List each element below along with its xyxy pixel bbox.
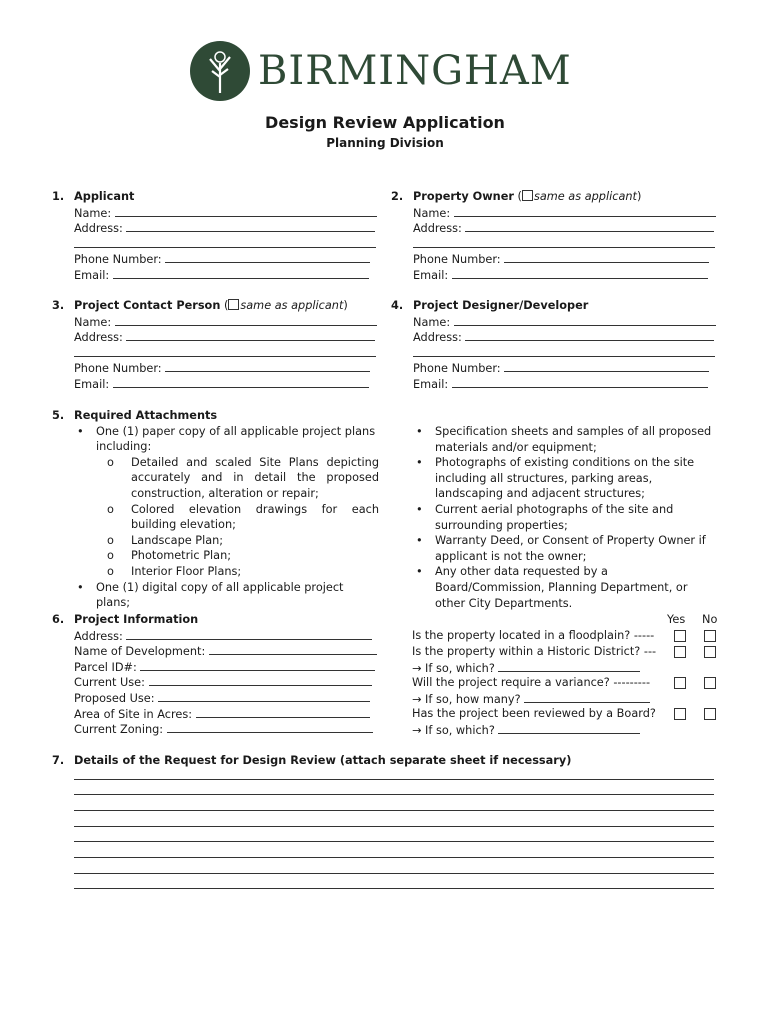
question-text: Is the property within a Historic District? ---	[412, 645, 657, 658]
section-heading: Property Owner	[413, 190, 514, 203]
project-info-section	[52, 612, 379, 737]
floodplain-question-row	[412, 628, 722, 644]
name-label: Name:	[74, 315, 112, 329]
tree-emblem-icon	[190, 41, 250, 101]
paren-close: )	[636, 190, 642, 203]
applicant-address-line2-field[interactable]	[74, 236, 376, 248]
list-item-text: One (1) paper copy of all applicable project plans including:	[96, 424, 376, 454]
owner-address-field[interactable]	[465, 220, 714, 232]
site-area-label: Area of Site in Acres:	[74, 707, 193, 721]
owner-name-field[interactable]	[454, 205, 716, 217]
parcel-id-field[interactable]	[140, 659, 375, 671]
current-use-label: Current Use:	[74, 676, 145, 690]
list-item	[74, 424, 379, 580]
list-item: • Warranty Deed, or Consent of Property Owner if applicant is not the owner;	[413, 533, 718, 564]
variance-how-many-row	[412, 691, 722, 707]
question-text: Is the property located in a floodplain? -----	[412, 629, 655, 642]
contact-email-field[interactable]	[113, 376, 369, 388]
details-line-1[interactable]	[74, 779, 714, 780]
no-column-header: No	[702, 613, 718, 626]
details-line-8[interactable]	[74, 888, 714, 889]
board-review-which-row	[412, 722, 722, 738]
owner-email-field[interactable]	[452, 267, 708, 279]
current-use-field[interactable]	[149, 674, 372, 686]
current-zoning-label: Current Zoning:	[74, 723, 164, 737]
section-heading: Project Designer/Developer	[413, 299, 589, 312]
owner-phone-field[interactable]	[504, 251, 709, 263]
same-as-applicant-label: same as applicant	[240, 299, 344, 312]
board-which-field[interactable]	[498, 722, 640, 734]
paren-close: )	[343, 299, 348, 312]
list-item: • Photographs of existing conditions on the site including all structures, parking areas, landscaping and adjacent structures;	[413, 455, 718, 502]
attachments-left-list	[74, 424, 379, 611]
property-owner-section	[391, 189, 718, 283]
section-number: 3.	[52, 299, 65, 312]
owner-address-line2-field[interactable]	[413, 236, 715, 248]
phone-label: Phone Number:	[413, 362, 501, 376]
page-title: Design Review Application	[265, 113, 505, 132]
sub-list	[74, 455, 379, 580]
page-subtitle: Planning Division	[326, 136, 444, 150]
section-number: 5.	[52, 409, 65, 422]
logo-text: BIRMINGHAM	[258, 48, 572, 94]
list-item: • Specification sheets and samples of all proposed materials and/or equipment;	[413, 424, 718, 455]
list-item: • Current aerial photographs of the site and surrounding properties;	[413, 502, 718, 533]
contact-name-field[interactable]	[115, 314, 377, 326]
designer-section	[391, 298, 718, 392]
proposed-use-field[interactable]	[158, 690, 370, 702]
email-label: Email:	[74, 377, 110, 391]
sub-list-item: o Interior Floor Plans;	[74, 564, 379, 580]
applicant-phone-field[interactable]	[165, 251, 370, 263]
address-label: Address:	[74, 222, 123, 236]
details-line-3[interactable]	[74, 810, 714, 811]
attachments-section	[52, 408, 379, 611]
followup-text: → If so, which?	[412, 662, 495, 675]
section-heading: Required Attachments	[74, 409, 218, 422]
attachments-right-list	[413, 424, 718, 611]
section-heading: Project Information	[74, 613, 199, 626]
name-label: Name:	[413, 206, 451, 220]
development-name-label: Name of Development:	[74, 645, 206, 659]
current-zoning-field[interactable]	[167, 721, 373, 733]
section-number: 4.	[391, 299, 404, 312]
question-text: Has the project been reviewed by a Board?	[412, 707, 656, 720]
question-text: Will the project require a variance? ---------	[412, 676, 651, 689]
site-area-field[interactable]	[196, 706, 370, 718]
designer-phone-field[interactable]	[504, 360, 709, 372]
section-heading: Details of the Request for Design Review (attach separate sheet if necessary)	[74, 754, 572, 767]
section-number: 1.	[52, 190, 65, 203]
phone-label: Phone Number:	[74, 253, 162, 267]
details-line-7[interactable]	[74, 873, 714, 874]
details-line-6[interactable]	[74, 857, 714, 858]
designer-email-field[interactable]	[452, 376, 708, 388]
details-line-4[interactable]	[74, 826, 714, 827]
no-checkbox[interactable]	[704, 630, 716, 642]
yes-checkbox[interactable]	[674, 708, 686, 720]
development-name-field[interactable]	[209, 643, 377, 655]
section-heading: Applicant	[74, 190, 135, 203]
contact-phone-field[interactable]	[165, 360, 370, 372]
applicant-email-field[interactable]	[113, 267, 369, 279]
historic-district-which-row	[412, 660, 722, 676]
contact-address-field[interactable]	[126, 329, 375, 341]
name-label: Name:	[413, 315, 451, 329]
birmingham-logo	[190, 38, 590, 104]
board-review-question-row	[412, 706, 722, 722]
details-line-5[interactable]	[74, 841, 714, 842]
list-item: • Any other data requested by a Board/Commission, Planning Department, or other City Departments.	[413, 564, 718, 611]
applicant-section	[52, 189, 379, 283]
section-number: 2.	[391, 190, 404, 203]
no-checkbox[interactable]	[704, 646, 716, 658]
designer-address-line2-field[interactable]	[413, 345, 715, 357]
parcel-id-label: Parcel ID#:	[74, 660, 137, 674]
contact-address-line2-field[interactable]	[74, 345, 376, 357]
section-number: 6.	[52, 613, 65, 626]
paren-open: (	[513, 190, 522, 203]
section-heading: Project Contact Person	[74, 299, 221, 312]
address-label: Address:	[413, 222, 462, 236]
followup-line	[412, 722, 640, 739]
applicant-name-field[interactable]	[115, 205, 377, 217]
yes-checkbox[interactable]	[674, 677, 686, 689]
proposed-use-label: Proposed Use:	[74, 691, 155, 705]
attachments-right-column	[413, 424, 718, 611]
address-label: Address:	[74, 629, 123, 643]
contact-person-section	[52, 298, 379, 392]
sub-list-item: o Photometric Plan;	[74, 548, 379, 564]
email-label: Email:	[413, 268, 449, 282]
no-checkbox[interactable]	[704, 708, 716, 720]
paren-open: (	[220, 299, 229, 312]
designer-address-field[interactable]	[465, 329, 714, 341]
section-number: 7.	[52, 754, 65, 767]
historic-district-question-row	[412, 644, 722, 660]
details-line-2[interactable]	[74, 794, 714, 795]
yes-checkbox[interactable]	[674, 630, 686, 642]
same-as-applicant-label: same as applicant	[533, 190, 637, 203]
sub-list-item: o Colored elevation drawings for each building elevation;	[74, 502, 379, 533]
email-label: Email:	[413, 377, 449, 391]
project-address-field[interactable]	[126, 628, 372, 640]
sub-list-item: o Landscape Plan;	[74, 533, 379, 549]
designer-name-field[interactable]	[454, 314, 716, 326]
historic-district-which-field[interactable]	[498, 660, 640, 672]
variance-question-row	[412, 675, 722, 691]
email-label: Email:	[74, 268, 110, 282]
address-label: Address:	[413, 331, 462, 345]
list-item: • One (1) digital copy of all applicable project plans;	[74, 580, 379, 611]
followup-text: → If so, which?	[412, 724, 495, 737]
phone-label: Phone Number:	[413, 253, 501, 267]
applicant-address-field[interactable]	[126, 220, 375, 232]
yes-column-header: Yes	[667, 613, 686, 626]
no-checkbox[interactable]	[704, 677, 716, 689]
sub-list-item: o Detailed and scaled Site Plans depicting accurately and in detail the proposed construction, alteration or repair;	[74, 455, 379, 502]
variance-count-field[interactable]	[524, 691, 650, 703]
yes-checkbox[interactable]	[674, 646, 686, 658]
followup-text: → If so, how many?	[412, 693, 521, 706]
same-as-applicant-checkbox[interactable]	[522, 190, 533, 201]
name-label: Name:	[74, 206, 112, 220]
details-section	[52, 753, 714, 769]
address-label: Address:	[74, 331, 123, 345]
phone-label: Phone Number:	[74, 362, 162, 376]
same-as-applicant-checkbox[interactable]	[228, 299, 239, 310]
